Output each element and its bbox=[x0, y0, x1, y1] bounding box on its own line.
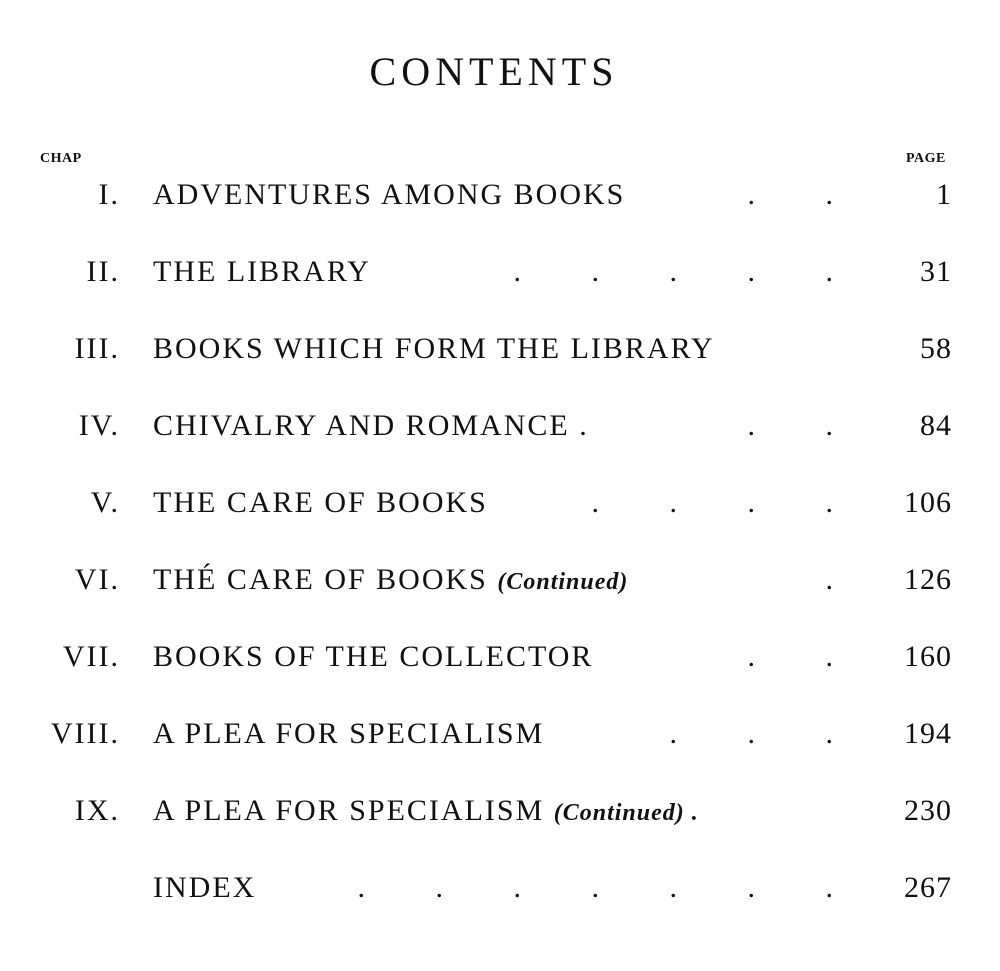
toc-entry[interactable] bbox=[0, 178, 1000, 218]
page-number: 194 bbox=[904, 717, 952, 750]
page-number: 267 bbox=[904, 871, 952, 904]
dot-leaders: . . . . . bbox=[513, 255, 833, 288]
page-number: 126 bbox=[904, 563, 952, 596]
toc-entry[interactable] bbox=[0, 871, 1000, 911]
toc-entry[interactable] bbox=[0, 563, 1000, 603]
chapter-title: A PLEA FOR SPECIALISM bbox=[153, 717, 545, 750]
chapter-numeral: VI. bbox=[74, 563, 120, 596]
chapter-title: CHIVALRY AND ROMANCE . bbox=[153, 409, 589, 442]
chapter-numeral: I. bbox=[98, 178, 120, 211]
chapter-numeral: III. bbox=[74, 332, 120, 365]
dot-leaders: . . bbox=[747, 178, 833, 211]
chap-column-header: CHAP bbox=[40, 151, 82, 166]
toc-entry[interactable] bbox=[0, 486, 1000, 526]
dot-leaders: . . bbox=[747, 640, 833, 673]
page-title: CONTENTS bbox=[369, 49, 619, 94]
page-number: 31 bbox=[920, 255, 952, 288]
continued-note: (Continued) . bbox=[553, 800, 699, 826]
continued-note: (Continued) bbox=[497, 569, 629, 595]
chapter-title: THE LIBRARY bbox=[153, 255, 371, 288]
chapter-numeral: IX. bbox=[74, 794, 120, 827]
dot-leaders: . . . . . . . bbox=[357, 871, 833, 904]
page-number: 1 bbox=[936, 178, 952, 211]
chapter-title: BOOKS OF THE COLLECTOR bbox=[153, 640, 594, 673]
chapter-numeral: IV. bbox=[78, 409, 120, 442]
dot-leaders: . . . . bbox=[591, 486, 833, 519]
toc-entry[interactable] bbox=[0, 794, 1000, 834]
toc-entry[interactable] bbox=[0, 255, 1000, 295]
toc-entry[interactable] bbox=[0, 409, 1000, 449]
page-number: 84 bbox=[920, 409, 952, 442]
toc-entry[interactable] bbox=[0, 332, 1000, 372]
chapter-title: INDEX bbox=[153, 871, 257, 904]
chapter-title: A PLEA FOR SPECIALISM (Continued) . bbox=[153, 794, 699, 827]
chapter-numeral: II. bbox=[86, 255, 120, 288]
page-number: 160 bbox=[904, 640, 952, 673]
toc-entry[interactable] bbox=[0, 717, 1000, 757]
chapter-title: ADVENTURES AMONG BOOKS bbox=[153, 178, 626, 211]
toc-entry[interactable] bbox=[0, 640, 1000, 680]
chapter-title: BOOKS WHICH FORM THE LIBRARY bbox=[153, 332, 715, 365]
page-number: 106 bbox=[904, 486, 952, 519]
chapter-numeral: VIII. bbox=[50, 717, 120, 750]
page-number: 230 bbox=[904, 794, 952, 827]
chapter-numeral: V. bbox=[90, 486, 120, 519]
chapter-numeral: VII. bbox=[62, 640, 120, 673]
dot-leaders: . . bbox=[747, 409, 833, 442]
chapter-title: THE CARE OF BOOKS bbox=[153, 486, 488, 519]
dot-leaders: . bbox=[825, 563, 833, 596]
page-number: 58 bbox=[920, 332, 952, 365]
chapter-title: THÉ CARE OF BOOKS (Continued) bbox=[153, 563, 629, 596]
dot-leaders: . . . bbox=[669, 717, 833, 750]
page-column-header: PAGE bbox=[906, 151, 946, 166]
